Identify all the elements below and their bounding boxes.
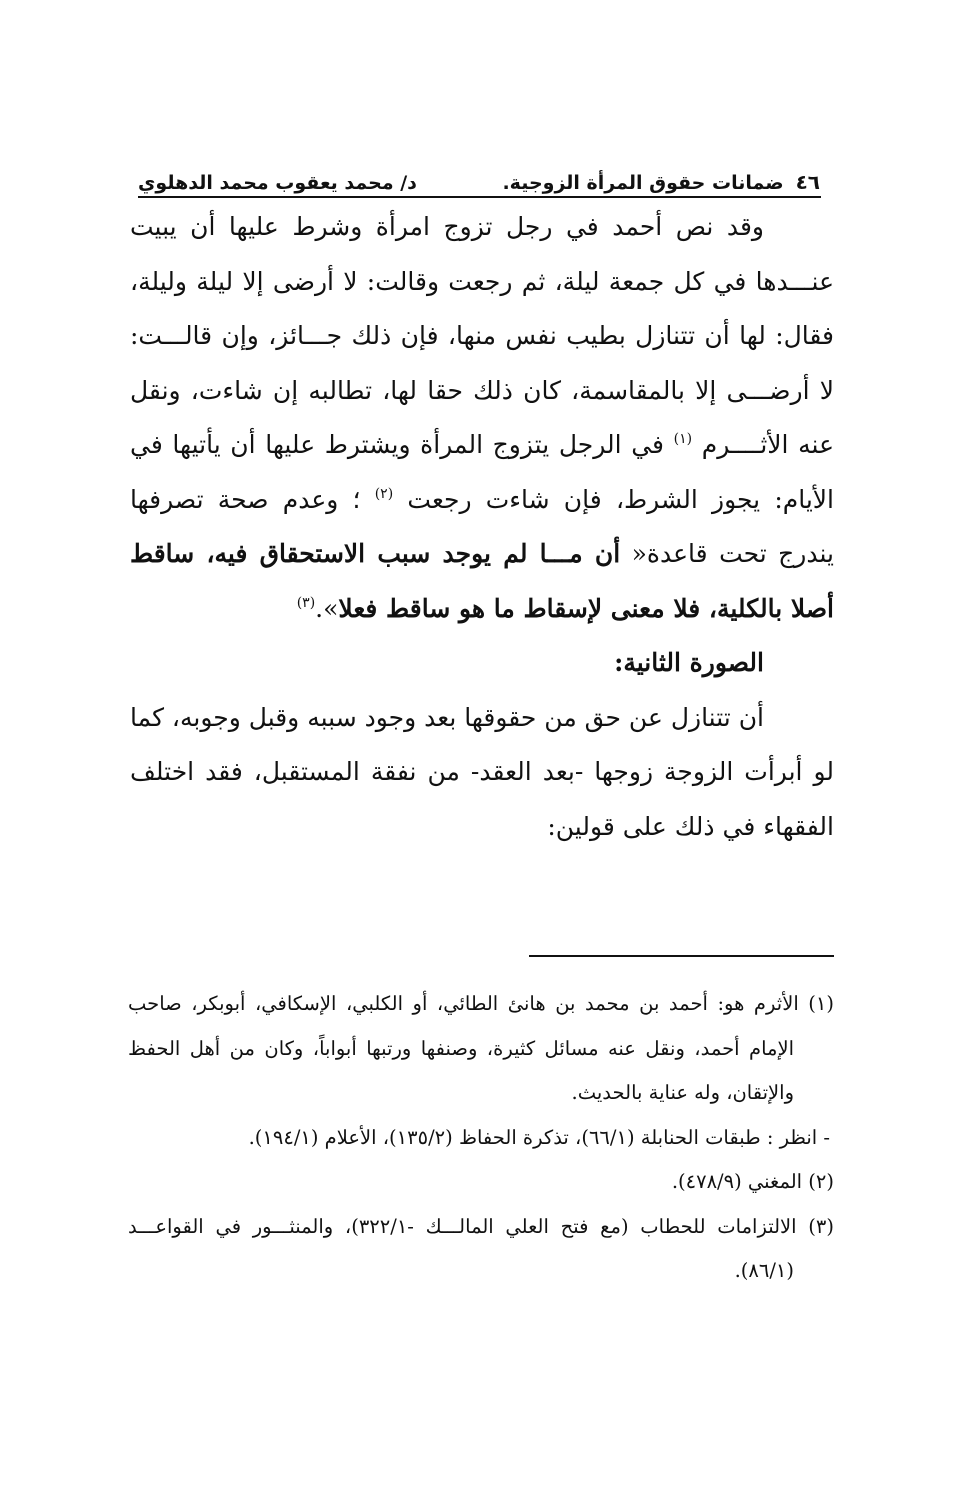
- paragraph-1-part-3: ؛ وعدم صحة تصرفها يندرج تحت قاعدة«: [130, 484, 834, 568]
- footnote-ref-2[interactable]: (٢): [374, 485, 394, 502]
- footnote-divider: [529, 955, 834, 957]
- paragraph-1-part-4: ».: [315, 593, 339, 623]
- header-title-group: [502, 170, 820, 194]
- footnote-ref-1[interactable]: (١): [673, 431, 693, 447]
- footnote-1: (١) الأثرم هو: أحمد بن محمد بن هانئ الطائي، أو الكلبي، الإسكافي، أبوبكر، صاحب الإمام أحمد، ونقل عنه مسائل كثيرة، وصنفها ورتبها أبواباً، وكان من أهل الحفظ والإتقان، وله عناية بالحديث.: [128, 992, 834, 1104]
- page-number: ٤٦: [795, 170, 820, 194]
- section-subheading: الصورة الثانية:: [614, 648, 764, 677]
- bold-rule-quote: أن مـــا لم يوجد سبب الاستحقاق فيه، ساقط أصلا بالكلية، فلا معنى لإسقاط ما هو ساقط فعلا: [130, 539, 834, 623]
- main-text: [130, 200, 834, 854]
- footnotes: [128, 982, 834, 1294]
- paragraph-1-part-1: وقد نص أحمد في رجل تزوج امرأة وشرط عليها أن يبيت عنـــدها في كل جمعة ليلة، ثم رجعت وقالت: لا أرضى إلا ليلة وليلة، فقال: لها أن تتنازل بطيب نفس منها، فإن ذلك جـــائز، وإن قالـــت: لا أرضـــى إلا بالمقاسمة، كان ذلك حقا لها، تطالبه إن شاءت، ونقل عنه الأثــــرم: [130, 212, 834, 459]
- author-name: د/ محمد يعقوب محمد الدهلوي: [138, 172, 417, 194]
- footnote-ref-3[interactable]: (٣): [296, 594, 316, 611]
- header-divider: [138, 196, 821, 198]
- footnote-3: (٣) الالتزامات للحطاب (مع فتح العلي المالـــك -٣٢٢/١)، والمنثـــور في القواعـــد (٨٦/١).: [128, 1214, 834, 1282]
- paragraph-1-part-2: في الرجل يتزوج المرأة ويشترط عليها أن يأتيها في الأيام: يجوز الشرط، فإن شاءت رجعت: [130, 430, 834, 514]
- footnote-2: (٢) المغني (٤٧٨/٩).: [671, 1170, 834, 1193]
- footnote-1-sources: - انظر : طبقات الحنابلة (٦٦/١)، تذكرة الحفاظ (١٣٥/٢)، الأعلام (١٩٤/١).: [248, 1125, 830, 1149]
- book-title: ضمانات حقوق المرأة الزوجية.: [502, 172, 784, 194]
- paragraph-2: أن تتنازل عن حق من حقوقها بعد وجود سببه وقبل وجوبه، كما لو أبرأت الزوجة زوجها -بعد العقد- من نفقة المستقبل، فقد اختلف الفقهاء في ذلك على قولين:: [130, 702, 834, 841]
- paragraph-1: [130, 200, 834, 636]
- running-header: [138, 160, 820, 194]
